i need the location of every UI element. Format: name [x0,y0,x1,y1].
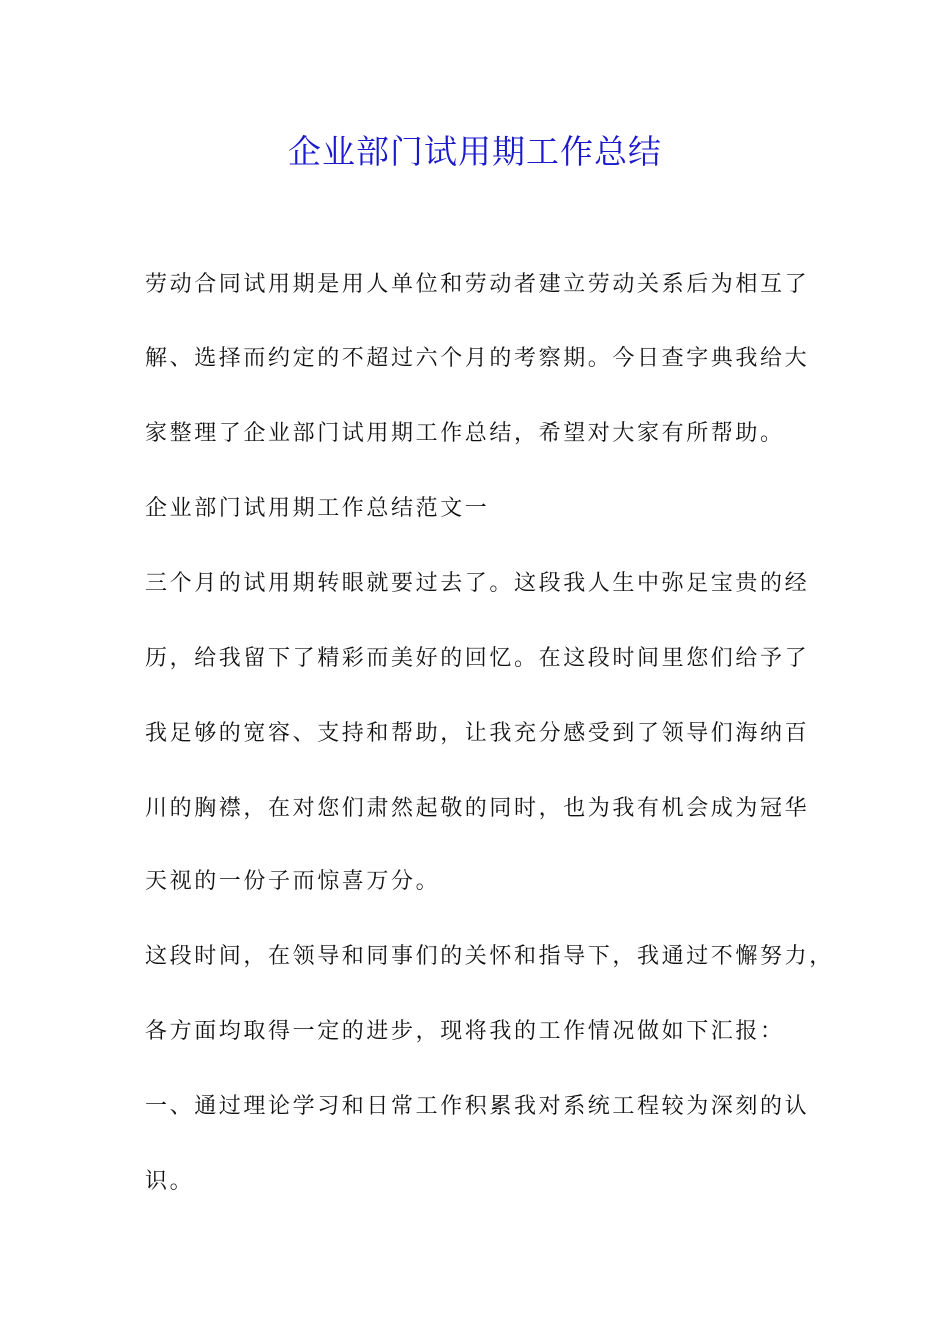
body-line-8: 川的胸襟，在对您们肃然起敬的同时，也为我有机会成为冠华 [145,796,810,821]
body-line-2: 解、选择而约定的不超过六个月的考察期。今日查字典我给大 [145,346,810,371]
document-title: 企业部门试用期工作总结 [288,132,662,171]
body-line-11: 各方面均取得一定的进步，现将我的工作情况做如下汇报： [145,1019,785,1044]
body-line-3: 家整理了企业部门试用期工作总结，希望对大家有所帮助。 [145,421,785,446]
body-line-1: 劳动合同试用期是用人单位和劳动者建立劳动关系后为相互了 [145,272,810,297]
body-line-12: 一、通过理论学习和日常工作积累我对系统工程较为深刻的认 [145,1094,810,1119]
body-line-10: 这段时间，在领导和同事们的关怀和指导下，我通过不懈努力， [145,944,834,969]
body-line-9: 天视的一份子而惊喜万分。 [145,869,441,894]
body-line-6: 历，给我留下了精彩而美好的回忆。在这段时间里您们给予了 [145,646,810,671]
section-heading: 企业部门试用期工作总结范文一 [145,496,490,521]
body-line-5: 三个月的试用期转眼就要过去了。这段我人生中弥足宝贵的经 [145,571,810,596]
body-line-7: 我足够的宽容、支持和帮助，让我充分感受到了领导们海纳百 [145,721,810,746]
body-line-13: 识。 [145,1169,195,1194]
